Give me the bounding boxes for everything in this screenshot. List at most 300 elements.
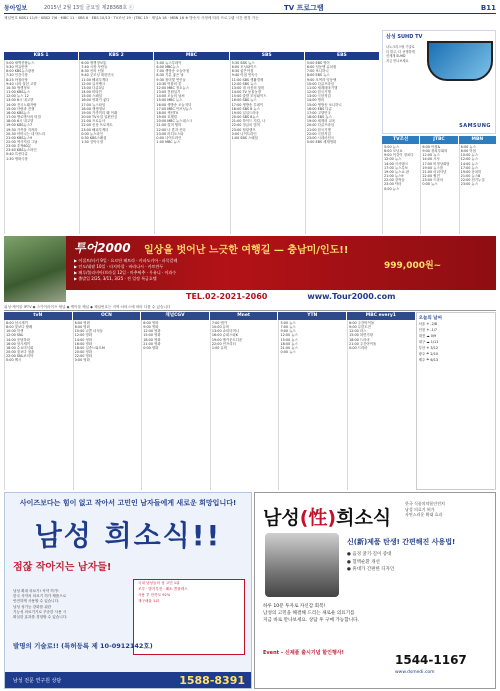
program-entry: 19:00 엠카운트다운 bbox=[211, 337, 243, 342]
program-entry: 12:00 SNL bbox=[6, 333, 24, 338]
program-entry: 6:00 KBS뉴스광장 bbox=[6, 69, 35, 74]
tour-headline: 일상을 벗어난 느긋한 여행길 — 충남미/인도!! bbox=[144, 245, 349, 256]
program-entry: 16:00 영화가 좋다 bbox=[81, 98, 110, 103]
ad-right-event: Event – 신제품 출시기념 할인행사! bbox=[263, 650, 344, 656]
ad-left-footer bbox=[5, 672, 252, 688]
program-entry: 15:00 뉴스 bbox=[280, 337, 298, 342]
program-entry: 21:00 뉴스 bbox=[280, 345, 298, 350]
program-entry: 1:30 심야극장 bbox=[81, 139, 103, 144]
program-entry: 6:00 MBC뉴스 bbox=[156, 65, 180, 70]
weather-row: 부산 ☀ 3/12 bbox=[418, 346, 439, 350]
program-entry: 13:00 내 마음의 꽃비 bbox=[231, 85, 265, 90]
channel-header[interactable]: YTN bbox=[278, 312, 346, 320]
channel-header[interactable]: MBC every1 bbox=[347, 312, 415, 320]
program-entry: 23:00 시네마천국 bbox=[306, 135, 335, 140]
ad-right-headline-hl: (性) bbox=[299, 507, 337, 529]
channel-column bbox=[278, 312, 346, 490]
channel-header[interactable]: JTBC bbox=[420, 136, 457, 144]
program-entry: 21:00 킬미 힐미 bbox=[156, 123, 182, 128]
program-entry: 6:00 딩동댕 유치원 bbox=[306, 65, 337, 70]
program-entry: 14:00 시사탱크 bbox=[384, 161, 408, 166]
program-entry: 18:00 6시 내고향 bbox=[6, 119, 34, 124]
channel-column bbox=[79, 52, 153, 234]
program-entry: 8:00 아침 bbox=[460, 149, 476, 154]
weather-title: 오늘의 날씨 bbox=[418, 316, 442, 321]
program-entry: 18:00 드라마 bbox=[349, 337, 370, 342]
program-entry: 20:00 MBC 뉴스데스크 bbox=[156, 119, 193, 124]
program-entry: 9:30 장미빛 연인들 bbox=[156, 77, 186, 82]
weather-row: 대구 ☁ 1/11 bbox=[418, 340, 439, 344]
program-entry: 12:00 라스 bbox=[349, 329, 367, 334]
ad-right-url[interactable]: www.dsmedi.com bbox=[395, 670, 435, 675]
channel-column bbox=[141, 312, 209, 490]
program-entry: 10:00 미생 bbox=[6, 329, 24, 334]
program-entry: 8:00 EBS 뉴스 bbox=[306, 73, 330, 78]
right-schedule-grid bbox=[382, 136, 496, 234]
program-entry: 0:00 나이트라인 bbox=[156, 135, 182, 140]
weather-row: 광주 ☂ 2/10 bbox=[418, 352, 439, 356]
program-entry: 21:00 한국기행 bbox=[306, 127, 331, 132]
ad-left-line: 남성 확대 의료기! 삭약 허가! bbox=[13, 589, 59, 593]
ad-left-patent: 발명의 기술로!! (특허등록 제 10-0912142호) bbox=[13, 642, 153, 650]
program-entry: 14:00 TV 동물농장 bbox=[231, 90, 262, 95]
program-entry: 17:00 생방송 투데이 bbox=[231, 102, 264, 107]
ad-right-headline-prefix: 남성 bbox=[263, 507, 300, 529]
program-entry: 18:00 실종느와르M bbox=[74, 345, 105, 350]
channel-header[interactable]: Mnet bbox=[210, 312, 278, 320]
channel-header[interactable]: MBC bbox=[154, 52, 228, 60]
tag-line: 한국 식품의약품안전처 bbox=[405, 501, 445, 506]
program-entry: 15:00 사랑과 전쟁 bbox=[6, 106, 35, 111]
info-line: 사용 후 만족도 92% bbox=[138, 593, 171, 597]
ad-left-line: 확실한 효과를 경험할 수 있습니다. bbox=[13, 615, 68, 620]
male-device-ad[interactable] bbox=[254, 492, 496, 689]
channel-column bbox=[459, 136, 496, 234]
program-entry: 6:00 생생정보통 bbox=[81, 61, 107, 65]
program-entry: 16:00 KBS뉴스 bbox=[6, 110, 31, 115]
tour-line: ▶ 이집트/터키 9일 · 요르단 페트라 · 카파도키아 · 파묵칼레 bbox=[74, 258, 178, 263]
program-entry: 0:00 택시 bbox=[6, 358, 22, 363]
program-entry: 18:00 SBS 8 뉴스 bbox=[231, 106, 260, 111]
program-entry: 12:00 영화 bbox=[143, 329, 161, 334]
program-entry: 18:00 수요미식회 bbox=[6, 345, 34, 350]
program-entry: 5:00 EBS 영어 bbox=[306, 61, 330, 65]
program-entry: 9:00 뉴스 bbox=[280, 329, 296, 334]
program-entry: 10:00 다큐프라임 bbox=[306, 81, 335, 86]
channel-header[interactable]: TV조선 bbox=[382, 136, 419, 144]
program-entry: 6:00 뉴스 bbox=[460, 145, 476, 149]
ad-left-subheadline: 점잖 작아지는 남자들! bbox=[13, 562, 112, 573]
tv-ad-line: 더 밝고, 더 선명하게 bbox=[386, 49, 415, 54]
channel-listing bbox=[210, 320, 278, 490]
program-entry: 22:00 역사저널 그날 bbox=[6, 139, 38, 144]
weather-row: 제주 ☂ 6/13 bbox=[418, 358, 439, 362]
program-entry: 17:00 비정상회담 bbox=[422, 161, 450, 166]
channel-column bbox=[305, 52, 379, 234]
ad-left-line: 안전하게 사용할 수 있습니다. bbox=[13, 599, 60, 604]
program-entry: 20:00 다큐프라임 bbox=[306, 123, 335, 128]
program-entry: 10:00 뮤비 bbox=[211, 325, 230, 330]
program-entry: 23:00 드라마 bbox=[422, 178, 444, 183]
program-entry: 14:00 오늘의 날씨 bbox=[156, 94, 185, 99]
program-entry: 22:00 언프리티 bbox=[211, 341, 236, 346]
program-entry: 14:00 영화 bbox=[74, 337, 93, 342]
program-entry: 12:00 뉴스 bbox=[460, 157, 479, 162]
program-entry: 21:00 주간아이돌 bbox=[349, 341, 377, 346]
channel-header[interactable]: 채널CGV bbox=[141, 312, 209, 320]
samsung-logo: SAMSUNG bbox=[459, 123, 491, 129]
channel-info-line: 채널번호 KBS1 11/9 · KBS2 7/6 · MBC 11 · SBS 6 · EBS 10/13 · TV조선 19 · JTBC 15 · 채널A 18 · MBN 16 ※ 방송사 사정에 따라 프로그램 시간 변경 가능 bbox=[4, 16, 259, 20]
program-entry: 11:00 SBS 생활경제 bbox=[231, 77, 264, 82]
program-entry: 6:00 모닝쇼 bbox=[384, 149, 403, 154]
program-entry: 12:00 SBS 뉴스 bbox=[231, 81, 257, 86]
program-entry: 22:00 나 혼자 산다 bbox=[156, 127, 186, 132]
tour-line: ▶ 출발일 2/25, 3/11, 3/25 · 전 일정 특급호텔 bbox=[74, 276, 157, 281]
ad-right-paragraph bbox=[263, 603, 491, 624]
channel-listing bbox=[278, 320, 346, 490]
program-entry: 9:40 나의 살던 고향 bbox=[6, 81, 37, 86]
program-entry: 16:00 EBS 다큐 bbox=[306, 106, 332, 111]
program-entry: 18:00 EBS 뉴스 bbox=[306, 115, 332, 120]
program-entry: 17:00 고향민국 bbox=[306, 110, 331, 115]
program-entry: 16:00 영화 bbox=[74, 341, 93, 346]
ad-right-tagline bbox=[405, 501, 493, 518]
program-entry: 22:00 영화 bbox=[74, 354, 93, 359]
program-entry: 19:00 일일드라마 bbox=[231, 110, 259, 115]
program-entry: 19:00 동치미 bbox=[460, 169, 482, 174]
program-entry: 23:00 힐링캠프 bbox=[231, 127, 256, 132]
program-entry: 8:30 좋은아침 bbox=[231, 69, 254, 74]
program-entry: 21:00 하이드 지킬, 나 bbox=[231, 119, 266, 124]
channel-listing bbox=[4, 320, 72, 490]
program-entry: 12:00 한국기행 bbox=[306, 90, 331, 95]
program-entry: 7:00 뉴스 bbox=[280, 325, 296, 330]
program-entry: 15:00 출발 모닝와이드 bbox=[231, 94, 267, 99]
channel-column bbox=[382, 136, 419, 234]
channel-header[interactable]: SBS bbox=[230, 52, 304, 60]
program-entry: 10:30 생생정보 bbox=[6, 85, 30, 90]
channel-column bbox=[73, 312, 141, 490]
program-entry: 6:00 모닝와이드 bbox=[231, 65, 257, 70]
program-entry: 6:00 주간아이돌 bbox=[349, 321, 375, 325]
program-entry: 13:00 극한직업 bbox=[306, 94, 331, 99]
program-entry: 22:00 썰전 bbox=[422, 174, 440, 179]
program-entry: 17:00 뉴스 bbox=[460, 165, 479, 170]
program-entry: 22:00 극한직업 bbox=[306, 131, 331, 136]
program-entry: 1:00 MBC 뉴스 bbox=[156, 139, 181, 144]
tour-contact-bar bbox=[66, 290, 496, 302]
program-entry: 15:00 영화 bbox=[143, 333, 161, 338]
program-entry: 6:00 영화 bbox=[143, 321, 159, 325]
channel-header[interactable]: OCN bbox=[73, 312, 141, 320]
ad-left-line: 남성 성기능 강화를 위한 bbox=[13, 604, 52, 609]
program-entry: 9:00 영화 bbox=[143, 325, 159, 330]
program-entry: 12:00 뉴스 12 bbox=[6, 94, 29, 99]
curved-tv-image bbox=[427, 41, 493, 81]
program-entry: 7:40 시장 사람들 bbox=[81, 65, 108, 70]
male-health-ad[interactable] bbox=[4, 492, 252, 689]
program-entry: 9:00 이것이 정치다 bbox=[384, 153, 414, 158]
weather-row: 대전 ☁ 0/9 bbox=[418, 334, 437, 338]
ad-right-headline bbox=[263, 503, 391, 530]
bullet-item: ● 혈액순환 개선 bbox=[347, 559, 380, 565]
tour-phone[interactable]: TEL.02-2021-2060 bbox=[186, 291, 268, 301]
channel-listing bbox=[230, 60, 304, 234]
program-entry: 21:00 KBS뉴스9 bbox=[6, 135, 33, 140]
program-entry: 5:00 뉴스 bbox=[384, 145, 400, 149]
program-entry: 0:30 KBS스페셜 bbox=[81, 135, 107, 140]
program-entry: 14:00 비타민 bbox=[81, 90, 102, 95]
program-entry: 23:40 KBS뉴스라인 bbox=[6, 148, 37, 153]
ad-left-top: 사이즈보다는 힘이 없고 작아서 고민인 남자들에게 새로운 희망입니다! bbox=[19, 499, 237, 507]
program-entry: 8:30 신의 선물 bbox=[81, 69, 105, 74]
program-entry: 12:00 뉴스 bbox=[384, 157, 402, 162]
weather-box bbox=[416, 312, 496, 490]
program-entry: 10:30 여왕의 꽃 bbox=[156, 81, 182, 86]
issue-date: 2015년 2월 13일 금요일 제28368호 ⓒ bbox=[44, 5, 134, 11]
program-entry: 19:00 뉴스룸 bbox=[422, 165, 444, 170]
program-entry: 8:25 아침마당 bbox=[6, 77, 28, 82]
program-entry: 7:30 인간극장 bbox=[6, 73, 28, 78]
program-entry: 0:00 영화 bbox=[74, 358, 90, 363]
channel-listing bbox=[4, 60, 78, 234]
program-entry: 12:00 영화 bbox=[74, 333, 93, 338]
program-entry: 22:00 SNL코리아 bbox=[6, 354, 34, 359]
channel-header[interactable]: KBS 1 bbox=[4, 52, 78, 60]
program-entry: 9:00 무한도전 bbox=[349, 325, 371, 330]
program-entry: 5:00 뉴스 bbox=[280, 321, 296, 325]
tag-line: 남성 의료기 허가 bbox=[405, 506, 435, 512]
device-product-image bbox=[265, 533, 339, 597]
program-entry: 0:00 뉴스 bbox=[422, 182, 438, 187]
program-entry: 12:00 MBC 정오뉴스 bbox=[156, 85, 189, 90]
program-entry: 15:00 MBC 뉴스 bbox=[156, 98, 183, 103]
program-entry: 14:00 명의 bbox=[306, 98, 325, 103]
tv-ad-brand: 삼성 SUHD TV bbox=[386, 34, 423, 40]
program-entry: 20:00 TV소설 일편단심 bbox=[81, 115, 118, 120]
program-entry: 21:00 영화 bbox=[143, 341, 161, 346]
channel-header[interactable]: KBS 2 bbox=[79, 52, 153, 60]
tour2000-ad[interactable] bbox=[4, 236, 496, 302]
tour-price: 999,000원~ bbox=[384, 261, 442, 271]
info-line: 조루 · 발기부전 · 왜소 콤플렉스 bbox=[138, 587, 188, 591]
program-entry: 20:30 어머니는 내 며느리 bbox=[6, 131, 46, 136]
tour-line: ▶ 인도/네팔 10일 · 타지마할 · 바라나시 · 카트만두 bbox=[74, 264, 164, 269]
program-entry: 0:00 영화 bbox=[143, 345, 159, 350]
weather-row: 인천 ☀ -1/7 bbox=[418, 328, 438, 332]
program-entry: 22:00 정글의 법칙 bbox=[231, 123, 260, 128]
program-entry: 19:00 호텔킹 bbox=[156, 115, 178, 120]
ad-right-headline-suffix: 희소식 bbox=[336, 507, 392, 529]
section-title: TV 프로그램 bbox=[284, 3, 324, 12]
program-entry: 21:00 뉴스8 bbox=[460, 174, 481, 179]
bullet-item: ● 음경 굵기·길이 증대 bbox=[347, 552, 392, 557]
program-entry: 20:00 SBS 8뉴스 bbox=[231, 115, 259, 120]
program-entry: 19:00 KBS뉴스7 bbox=[6, 123, 33, 128]
channel-column bbox=[154, 52, 228, 234]
program-entry: 11:00 KBS뉴스 bbox=[6, 90, 31, 95]
program-entry: 0:00 뉴스 bbox=[384, 186, 400, 191]
para-line: 남성의 고민을 해결해 드리는 새로운 의료기를 bbox=[263, 611, 355, 616]
program-entry: 6:00 삼시세끼 bbox=[6, 321, 28, 325]
program-entry: 0:00 드라마 bbox=[349, 345, 368, 350]
program-entry: 23:00 라디오스타 bbox=[156, 131, 184, 136]
program-entry: 22:00 강적들 bbox=[384, 178, 405, 183]
program-entry: 18:00 섹션TV bbox=[156, 110, 179, 115]
channel-column bbox=[4, 52, 78, 234]
program-entry: 7:00 보니하니 bbox=[306, 69, 329, 74]
tv-ad-line: 신세계 SUHD bbox=[386, 54, 406, 58]
program-entry: 22:00 신상 프로젝트 bbox=[81, 123, 113, 128]
program-entry: 9:00 정치부회의 bbox=[422, 149, 448, 154]
ad-left-footer-text: 남성 전문 연구원 상담 bbox=[13, 677, 62, 684]
program-entry: 17:00 생로병사의 비밀 bbox=[6, 115, 41, 120]
program-entry: 14:00 시사 bbox=[422, 157, 440, 162]
tour-itineraries bbox=[74, 258, 404, 282]
channel-column bbox=[4, 312, 72, 490]
program-entry: 8:30 기분 좋은 날 bbox=[156, 73, 184, 78]
program-entry: 9:00 모여라 딩동댕 bbox=[306, 77, 337, 82]
program-entry: 12:00 뉴스 bbox=[280, 333, 298, 338]
program-entry: 23:00 뉴스 bbox=[460, 182, 479, 187]
program-entry: 23:00 닥터 bbox=[384, 182, 402, 187]
program-entry: 19:00 가족끼리 왜 이래 bbox=[81, 110, 118, 115]
program-entry: 8:00 영화 bbox=[74, 325, 90, 330]
weather-row: 서울 ☀ -2/8 bbox=[418, 322, 438, 326]
channel-column bbox=[347, 312, 415, 490]
channel-listing bbox=[347, 320, 415, 490]
tv-ad-copy bbox=[386, 45, 426, 63]
channel-listing bbox=[305, 60, 379, 234]
program-entry: 21:00 뉴스9 bbox=[384, 174, 404, 179]
program-entry: 22:00 천기누설 bbox=[460, 178, 485, 183]
program-entry: 15:00 스페셜 bbox=[81, 94, 102, 99]
program-entry: 0:00 뉴스 bbox=[280, 350, 296, 355]
channel-listing bbox=[154, 60, 228, 234]
channel-column bbox=[420, 136, 457, 234]
program-entry: 20:00 꽃보다 청춘 bbox=[6, 350, 35, 355]
program-entry: 15:00 복면가왕 bbox=[349, 333, 373, 338]
program-entry: 7:00 생방송 오늘아침 bbox=[156, 69, 190, 74]
program-entry: 0:00 EBS 세계영화 bbox=[306, 139, 337, 144]
program-entry: 11:00 해피투게더 bbox=[81, 77, 109, 82]
program-entry: 21:00 마녀사냥 bbox=[422, 169, 447, 174]
program-entry: 16:00 삼시세끼 bbox=[6, 341, 30, 346]
program-entry: 16:00 SBS 뉴스 bbox=[231, 98, 257, 103]
program-entry: 9:40 아침 연속극 bbox=[231, 73, 258, 78]
ad-right-bullets bbox=[347, 551, 493, 574]
program-entry: 20:00 영화 bbox=[74, 350, 93, 355]
program-entry: 5:30 여유만만 bbox=[6, 65, 28, 70]
cable-section-bar: 위성·케이블 IPTV ◆ 스카이라이프 채널 ◆ 케이블 채널 ◆ 채널번호는 지역·서비스에 따라 다를 수 있습니다 bbox=[4, 303, 496, 311]
page-header bbox=[4, 2, 496, 14]
program-entry: 6:00 아침& bbox=[422, 145, 441, 149]
program-entry: 10:00 나쁜 녀석들 bbox=[74, 329, 103, 334]
page-number: B11 bbox=[480, 3, 496, 12]
channel-column bbox=[210, 312, 278, 490]
program-entry: 15:00 생방송 보니하니 bbox=[306, 102, 342, 107]
para-line: 지금 바로 만나보세요. 상담 후 구매 가능합니다. bbox=[263, 618, 359, 623]
newspaper-logo: 동아일보 bbox=[4, 5, 28, 12]
program-entry: 10:00 뉴스 bbox=[460, 153, 479, 158]
cable-schedule-grid bbox=[4, 312, 496, 490]
channel-listing bbox=[459, 144, 496, 234]
channel-header[interactable]: EBS bbox=[305, 52, 379, 60]
channel-listing bbox=[382, 144, 419, 234]
ad-left-body bbox=[13, 589, 131, 620]
program-entry: 18:00 영화 bbox=[143, 337, 161, 342]
program-entry: 0:00 나이트라인 bbox=[231, 131, 257, 136]
program-entry: 21:00 프로듀사 bbox=[81, 119, 106, 124]
program-entry: 17:00 뉴스타임 bbox=[81, 102, 106, 107]
samsung-tv-ad[interactable] bbox=[382, 30, 496, 134]
program-entry: 17:00 MBC 이브닝뉴스 bbox=[156, 106, 193, 111]
program-entry: 19:30 가족을 지켜라 bbox=[6, 127, 38, 132]
ad-left-line: 기능성 의료기기로 꾸준한 사용 시 bbox=[13, 609, 67, 614]
program-entry: 1:30 명화극장 bbox=[6, 156, 28, 161]
program-entry: 7:00 엠카 bbox=[211, 321, 228, 325]
program-entry: 0:00 뉴스라인 bbox=[81, 131, 103, 136]
program-entry: 19:00 세계의 교육 bbox=[306, 119, 336, 124]
program-entry: 16:00 생방송 오늘저녁 bbox=[156, 102, 192, 107]
info-line: 재구매율 1위 bbox=[138, 599, 159, 603]
program-entry: 16:00 슈퍼스타K bbox=[211, 333, 239, 338]
channel-listing bbox=[79, 60, 153, 234]
channel-listing bbox=[73, 320, 141, 490]
channel-header[interactable]: MBN bbox=[459, 136, 496, 144]
bullet-item: ● 휴대가 간편한 디자인 bbox=[347, 567, 395, 572]
program-entry: 17:00 뉴스특보 bbox=[384, 165, 408, 170]
tag-line: 자연스러운 확대 효과 bbox=[405, 512, 443, 517]
ad-left-headline: 남성 희소식!! bbox=[34, 519, 222, 552]
program-entry: 23:00 해피투게더 bbox=[81, 127, 109, 132]
ad-right-claim: 신(新)제품 탄생! 간편해진 사용법! bbox=[347, 538, 456, 546]
program-entry: 13:00 다큐3일 bbox=[81, 85, 105, 90]
program-entry: 12:00 뉴스 bbox=[422, 153, 440, 158]
ad-left-phone[interactable]: 1588-8391 bbox=[179, 673, 245, 687]
ad-right-phone[interactable]: 1544-1167 bbox=[395, 653, 467, 667]
program-entry: 5:00 새벽종합뉴스 bbox=[6, 61, 35, 65]
program-entry: 14:00 응답하라 bbox=[6, 337, 30, 342]
program-entry: 14:00 전국노래자랑 bbox=[6, 102, 37, 107]
tour-url[interactable]: www.Tour2000.com bbox=[307, 291, 396, 301]
program-entry: 1:00 SBS 스페셜 bbox=[231, 135, 258, 140]
program-entry: 9:40 굿모닝 대한민국 bbox=[81, 73, 114, 78]
program-entry: 14:00 뉴스 bbox=[460, 161, 479, 166]
program-entry: 1:00 뮤비 bbox=[211, 345, 228, 350]
program-entry: 23:00 추적60분 bbox=[6, 144, 31, 149]
machu-picchu-photo bbox=[4, 236, 66, 302]
para-line: 하루 10분 투자로 자신감 회복! bbox=[263, 604, 326, 609]
program-entry: 11:00 세계테마기행 bbox=[306, 85, 338, 90]
program-entry: 13:00 전원일기 bbox=[156, 90, 181, 95]
info-line: 국내 남성들의 성 고민 1위 bbox=[138, 581, 180, 585]
tv-ad-line: 나노크리스탈 기술로 bbox=[386, 45, 415, 49]
tv-ad-line: 지금 만나보세요 bbox=[386, 58, 409, 63]
program-entry: 12:00 뮤직뱅크 bbox=[81, 81, 106, 86]
program-entry: 13:00 6시 내고향 bbox=[6, 98, 34, 103]
channel-header[interactable]: tvN bbox=[4, 312, 72, 320]
program-entry: 18:00 생생정보 bbox=[81, 106, 106, 111]
program-entry: 8:00 꽃보다 할배 bbox=[6, 325, 33, 330]
channel-listing bbox=[420, 144, 457, 234]
program-entry: 18:00 뉴스 bbox=[280, 341, 298, 346]
broadcast-schedule-grid bbox=[4, 52, 379, 234]
channel-column bbox=[230, 52, 304, 234]
tour-brand: 투어2000 bbox=[74, 241, 131, 255]
program-entry: 6:00 영화 bbox=[74, 321, 90, 325]
program-entry: 5:30 SBS 뉴스 bbox=[231, 61, 255, 65]
